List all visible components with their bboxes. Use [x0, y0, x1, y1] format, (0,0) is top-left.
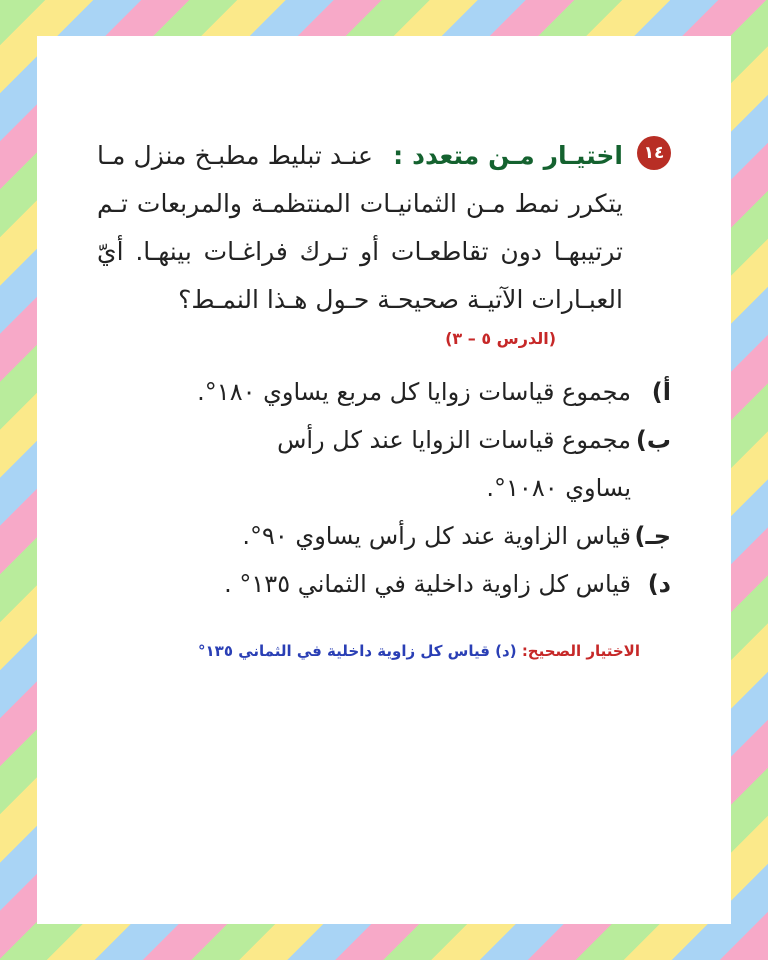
question-body: عنـد تبليط مطبـخ منزل مـا يتكرر نمط مـن الثمانيـات المنتظمـة والمربعات تـم ترتيبهـا دون تقاطعـات أو تـرك فراغـات بينهـا. أيّ العبـارات الآتيـة صحيحـة حـول هـذا النمـط؟ — [97, 141, 623, 314]
question-type-label: اختيـار مـن متعدد : — [393, 141, 623, 170]
choice-text: مجموع قياسات زوايا كل مربع يساوي ١٨٠°. — [197, 378, 631, 406]
choice-text: مجموع قياسات الزوايا عند كل رأس يساوي ١٠٨٠°. — [277, 426, 631, 502]
choice-c[interactable] — [97, 512, 671, 560]
choice-text: قياس الزاوية عند كل رأس يساوي ٩٠°. — [242, 522, 631, 550]
worksheet-card — [37, 36, 731, 924]
choice-letter: جـ) — [634, 522, 671, 550]
choice-a[interactable] — [97, 368, 671, 416]
choice-letter: ب) — [635, 426, 671, 454]
answer-label: الاختيار الصحيح: — [521, 642, 640, 660]
choice-text: قياس كل زاوية داخلية في الثماني ١٣٥° . — [224, 570, 631, 598]
choice-d[interactable] — [97, 560, 671, 608]
choice-b[interactable] — [97, 416, 671, 512]
choice-letter: أ) — [651, 378, 671, 406]
choices-list — [97, 368, 671, 608]
question-header — [97, 132, 671, 324]
correct-answer — [97, 642, 671, 660]
question-text-block — [97, 132, 623, 324]
lesson-reference: (الدرس ٥ – ٣) — [445, 329, 556, 348]
answer-text: (د) قياس كل زاوية داخلية في الثماني ١٣٥° — [198, 642, 517, 660]
choice-letter: د) — [647, 570, 671, 598]
question-number-badge: ١٤ — [637, 136, 671, 170]
question-block — [97, 132, 671, 660]
